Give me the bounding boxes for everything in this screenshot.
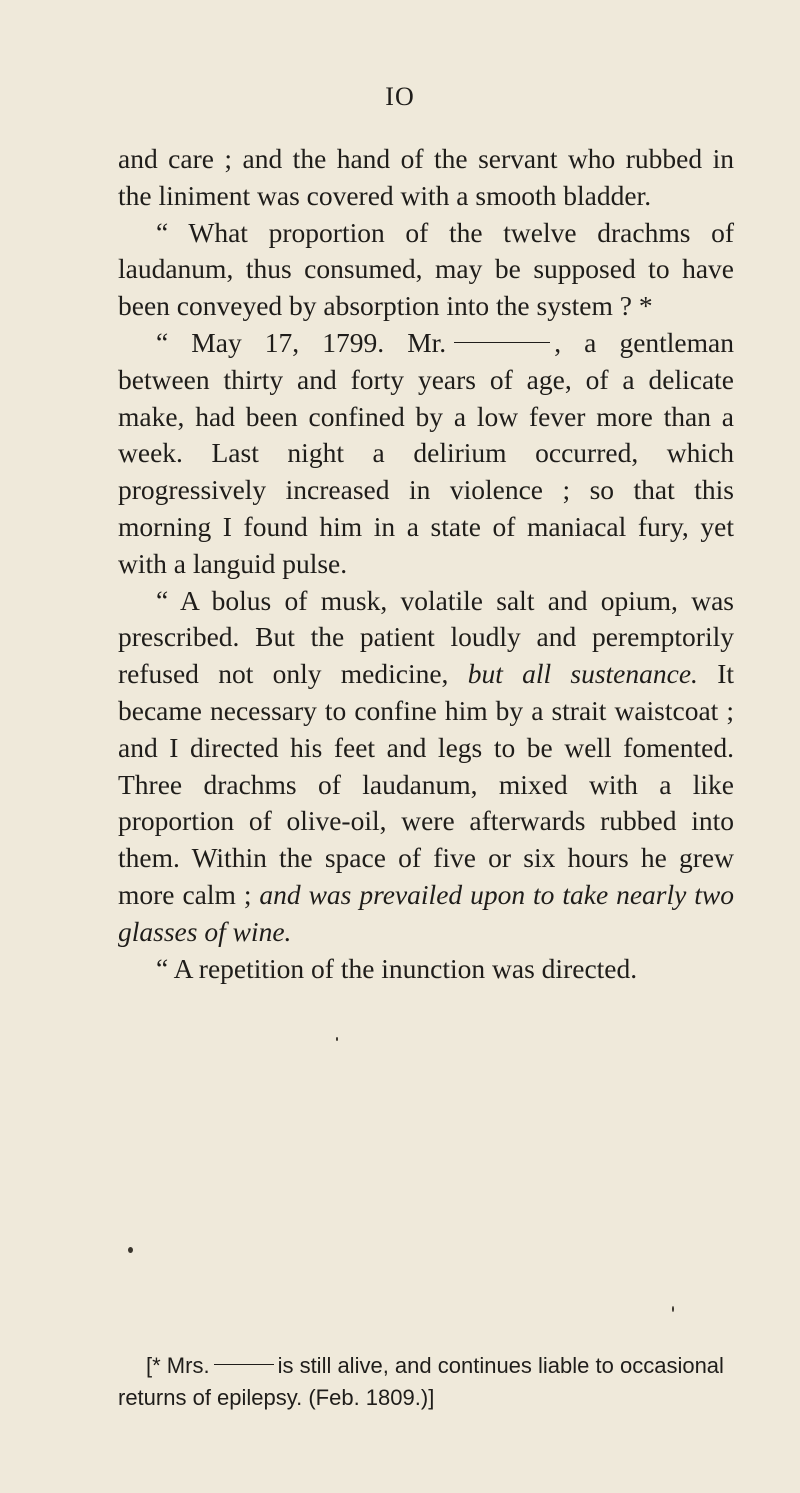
paragraph-4 xyxy=(118,583,734,951)
paragraph-3-end: , a gentleman between thirty and forty years of age, of a delicate make, had been confined by a low fever more than a week. Last night a delirium occurred, which progressively increased in violence ; so that this morning I found him in a state of maniacal fury, yet with a languid pulse. xyxy=(118,326,734,579)
paragraph-5: “ A repetition of the inunction was directed. xyxy=(156,952,638,984)
footnote-name-dash xyxy=(214,1364,274,1365)
body-text xyxy=(118,141,734,987)
footnote-start: [* Mrs. xyxy=(146,1353,210,1378)
print-speck xyxy=(672,1306,674,1312)
paragraph-3 xyxy=(118,325,734,583)
paragraph-3-start: “ May 17, 1799. Mr. xyxy=(156,326,447,358)
paragraph-1: and care ; and the hand of the servant who rubbed in the liniment was covered with a smooth bladder. xyxy=(118,143,734,211)
paragraph-4-italic: but all sustenance. xyxy=(467,658,698,690)
paragraph-4-start: “ A bolus of musk, volatile salt and opium, was prescribed. But the patient loudly and peremptorily refused not only medicine, xyxy=(118,584,734,690)
footnote-end: is still alive, and continues liable to occasional returns of epilepsy. (Feb. 1809.)] xyxy=(118,1353,724,1410)
footnote-text xyxy=(118,1350,734,1414)
print-speck xyxy=(128,1247,133,1253)
paragraph-4-italic-2: and was prevailed upon to take nearly two glasses of wine. xyxy=(118,878,734,947)
print-speck xyxy=(336,1037,338,1041)
paragraph-4-middle: It became necessary to confine him by a strait waistcoat ; and I directed his feet and legs to be well fomented. Three drachms of laudanum, mixed with a like proportion of olive-oil, were afterwards rubbed into them. Within the space of five or six hours he grew more calm ; xyxy=(118,658,735,910)
name-omission-dash xyxy=(454,342,550,343)
footnote xyxy=(118,1350,734,1414)
paragraph-2: “ What proportion of the twelve drachms of laudanum, thus consumed, may be supposed to have been conveyed by absorption into the system ? * xyxy=(118,216,734,322)
page-number: IO xyxy=(385,82,415,111)
